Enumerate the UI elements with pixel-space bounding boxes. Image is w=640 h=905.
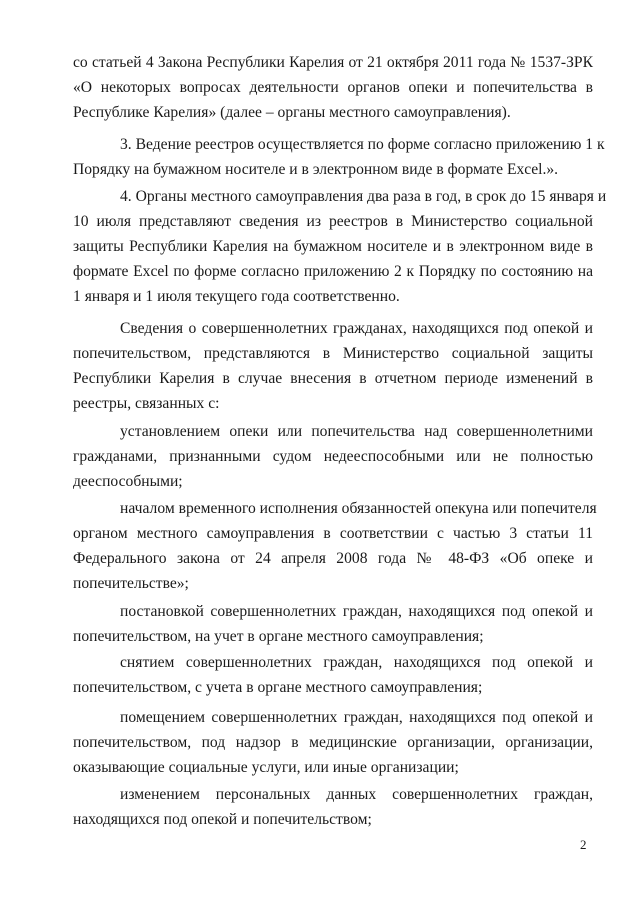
list-item-temporary-duties <box>73 496 597 596</box>
text-line: находящихся под опекой и попечительством; <box>73 811 372 828</box>
text-line: Федерального закона от 24 апреля 2008 года № 48-ФЗ «Об опеке и <box>73 550 593 567</box>
text-line: попечительством, под надзор в медицинские организации, организации, <box>73 734 593 751</box>
text-line: началом временного исполнения обязанностей опекуна или попечителя <box>120 500 597 517</box>
paragraph-continuation <box>73 50 593 125</box>
text-line: попечительством, с учета в органе местного самоуправления; <box>73 679 483 696</box>
text-line: 10 июля представляют сведения из реестров в Министерство социальной <box>73 213 593 230</box>
text-line: органом местного самоуправления в соответствии с частью 3 статьи 11 <box>73 525 593 542</box>
text-line: попечительством, представляются в Министерство социальной защиты <box>73 345 593 362</box>
list-item-guardianship <box>73 419 593 494</box>
list-item-personal-data <box>73 782 593 832</box>
text-line: дееспособными; <box>73 473 183 490</box>
text-line: помещением совершеннолетних граждан, находящихся под опекой и <box>120 709 593 726</box>
text-line: «О некоторых вопросах деятельности органов опеки и попечительства в <box>73 79 593 96</box>
text-line: снятием совершеннолетних граждан, находящихся под опекой и <box>120 654 593 671</box>
text-line: попечительстве»; <box>73 575 189 592</box>
text-line: со статьей 4 Закона Республики Карелия от 21 октября 2011 года № 1537-ЗРК <box>73 54 593 71</box>
paragraph-item-3 <box>73 132 605 182</box>
text-line: оказывающие социальные услуги, или иные организации; <box>73 759 459 776</box>
list-item-placement <box>73 705 593 780</box>
text-line: Республике Карелия» (далее – органы местного самоуправления). <box>73 104 511 121</box>
text-line: 3. Ведение реестров осуществляется по форме согласно приложению 1 к <box>120 136 605 153</box>
text-line: 4. Органы местного самоуправления два раза в год, в срок до 15 января и <box>120 188 607 205</box>
page-number: 2 <box>580 837 587 852</box>
paragraph-info <box>73 316 593 416</box>
text-line: установлением опеки или попечительства над совершеннолетними <box>120 423 593 440</box>
text-line: защиты Республики Карелия на бумажном носителе и в электронном виде в <box>73 238 593 255</box>
text-line: Порядку на бумажном носителе и в электронном виде в формате Excel.». <box>73 161 559 178</box>
paragraph-item-4 <box>73 184 607 309</box>
list-item-deregistration <box>73 650 593 700</box>
text-line: изменением персональных данных совершеннолетних граждан, <box>120 786 593 803</box>
text-line: попечительством, на учет в органе местного самоуправления; <box>73 628 484 645</box>
text-line: формате Excel по форме согласно приложению 2 к Порядку по состоянию на <box>73 263 593 280</box>
list-item-registration <box>73 599 593 649</box>
text-line: Сведения о совершеннолетних гражданах, находящихся под опекой и <box>120 320 593 337</box>
text-line: гражданами, признанными судом недееспособными или не полностью <box>73 448 593 465</box>
text-line: 1 января и 1 июля текущего года соответственно. <box>73 288 400 305</box>
text-line: Республики Карелия в случае внесения в отчетном периоде изменений в <box>73 370 593 387</box>
text-line: постановкой совершеннолетних граждан, находящихся под опекой и <box>120 603 593 620</box>
text-line: реестры, связанных с: <box>73 395 220 412</box>
